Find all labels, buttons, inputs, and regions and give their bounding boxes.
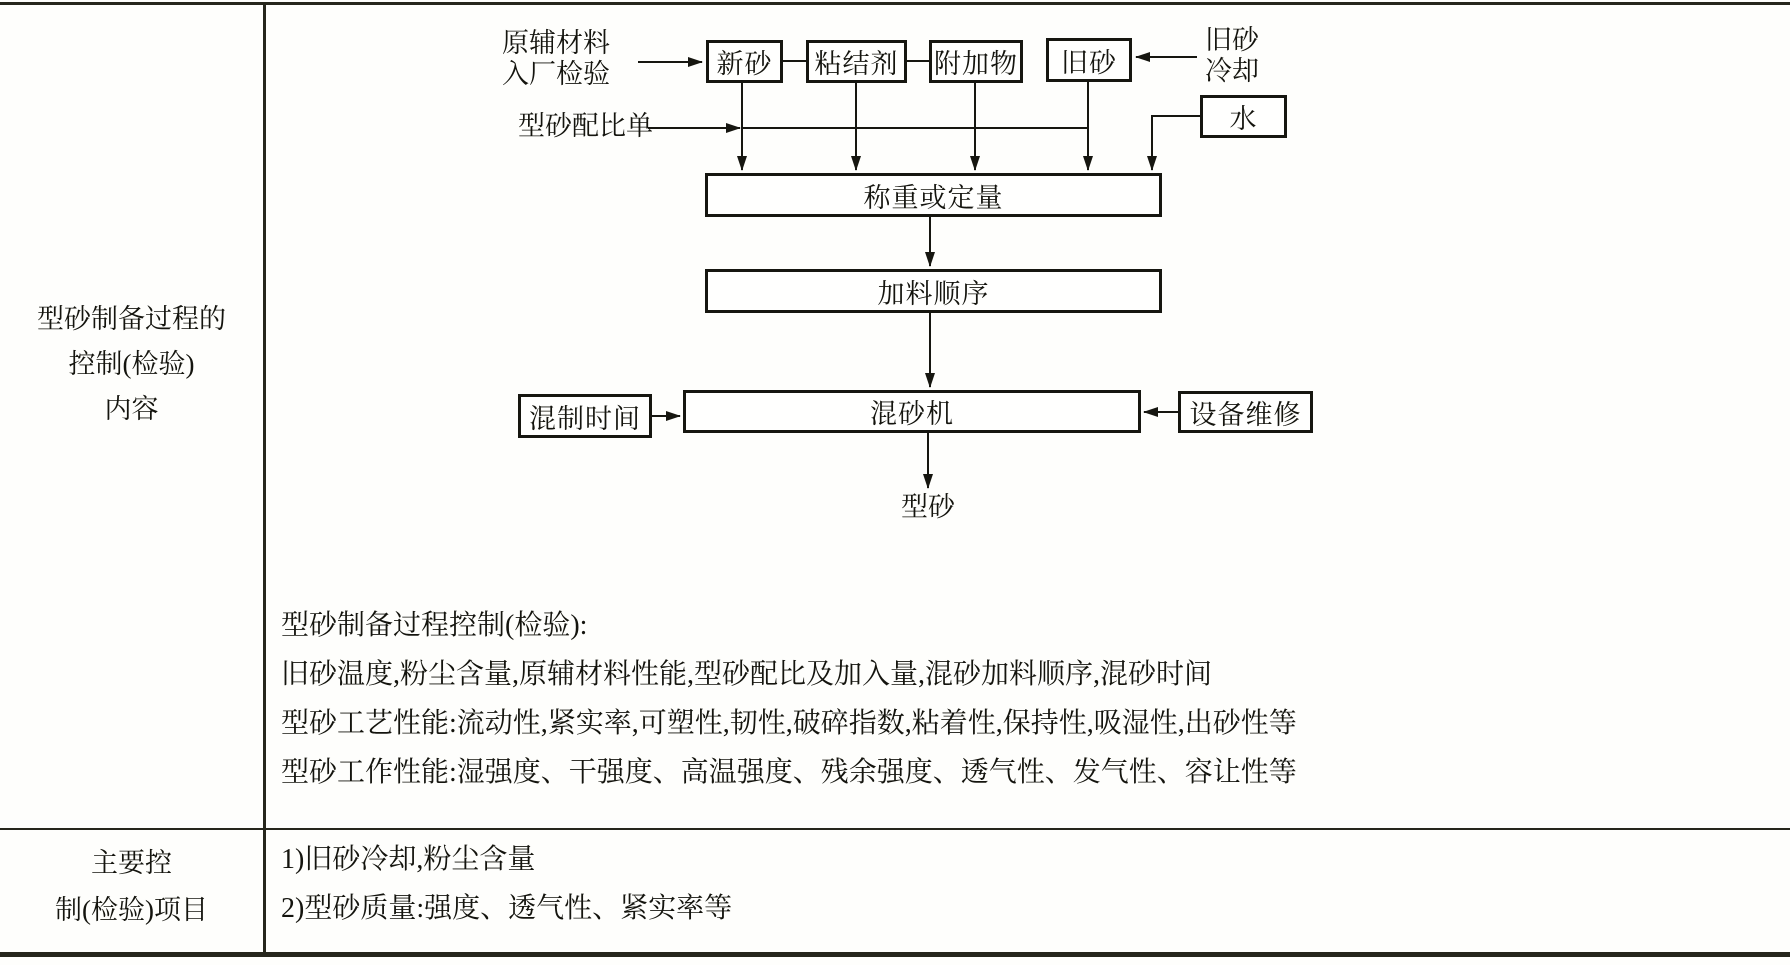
sand-mixer-box: 混砂机 bbox=[683, 390, 1141, 433]
process-control-notes bbox=[281, 601, 1761, 797]
sand-recipe-label: 型砂配比单 bbox=[518, 111, 653, 141]
table-top-border bbox=[0, 2, 1790, 5]
old-sand-box: 旧砂 bbox=[1046, 38, 1132, 82]
drop-water-bend bbox=[1152, 116, 1200, 168]
row1-header-line: 型砂制备过程的 bbox=[37, 304, 226, 334]
feeding-order-box: 加料顺序 bbox=[705, 269, 1162, 313]
row1-header-line: 控制(检验) bbox=[68, 349, 195, 379]
binder-box: 粘结剂 bbox=[806, 40, 907, 83]
raw-material-inspection-line: 入厂检验 bbox=[502, 59, 610, 89]
raw-material-inspection-line: 原辅材料 bbox=[502, 28, 610, 58]
additives-box: 附加物 bbox=[929, 40, 1023, 83]
item-line: 1)旧砂冷却,粉尘含量 bbox=[281, 844, 536, 875]
molding-sand-output-label: 型砂 bbox=[901, 492, 955, 522]
old-sand-cooling-label bbox=[1205, 25, 1259, 87]
old-sand-cooling-line: 旧砂 bbox=[1205, 25, 1259, 55]
row2-header-cell bbox=[0, 840, 263, 934]
row1-header-line: 内容 bbox=[104, 394, 159, 424]
row1-header-cell bbox=[0, 297, 263, 432]
row2-header-line: 制(检验)项目 bbox=[55, 895, 208, 925]
table-bottom-border bbox=[0, 952, 1790, 957]
new-sand-box: 新砂 bbox=[706, 40, 783, 83]
weighing-box: 称重或定量 bbox=[705, 173, 1162, 217]
note-line: 型砂工作性能:湿强度、干强度、高温强度、残余强度、透气性、发气性、容让性等 bbox=[281, 757, 1297, 788]
old-sand-cooling-line: 冷却 bbox=[1205, 56, 1259, 86]
row2-header-line: 主要控 bbox=[91, 848, 172, 878]
note-line: 型砂工艺性能:流动性,紧实率,可塑性,韧性,破碎指数,粘着性,保持性,吸湿性,出砂性等 bbox=[281, 708, 1297, 739]
table-row-divider bbox=[0, 828, 1790, 830]
raw-material-inspection-label bbox=[502, 28, 610, 90]
main-control-items bbox=[281, 835, 1761, 933]
item-line: 2)型砂质量:强度、透气性、紧实率等 bbox=[281, 893, 733, 924]
equipment-maintenance-box: 设备维修 bbox=[1178, 391, 1313, 433]
note-line: 型砂制备过程控制(检验): bbox=[281, 610, 588, 641]
water-box: 水 bbox=[1200, 95, 1287, 138]
table-column-divider bbox=[263, 2, 266, 957]
note-line: 旧砂温度,粉尘含量,原辅材料性能,型砂配比及加入量,混砂加料顺序,混砂时间 bbox=[281, 659, 1213, 690]
mixing-time-box: 混制时间 bbox=[518, 394, 652, 438]
